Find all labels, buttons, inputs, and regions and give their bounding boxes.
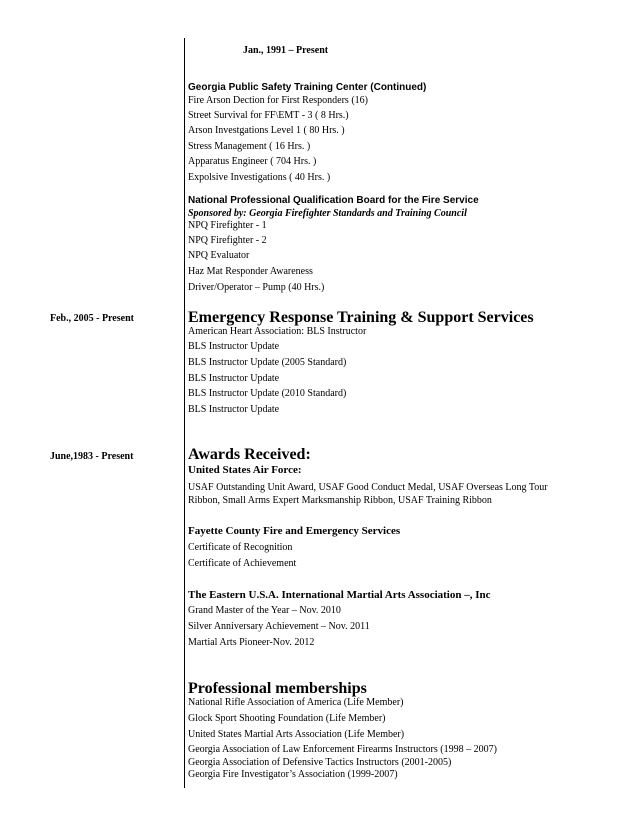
membership-item: United States Martial Arts Association (Life Member) bbox=[188, 729, 405, 740]
gpstc-item: Stress Management ( 16 Hrs. ) bbox=[188, 141, 311, 152]
fayette-heading: Fayette County Fire and Emergency Services bbox=[188, 525, 401, 537]
usaf-heading: United States Air Force: bbox=[188, 464, 302, 476]
ertss-item: American Heart Association: BLS Instructor bbox=[188, 326, 367, 337]
membership-item: National Rifle Association of America (Life Member) bbox=[188, 697, 404, 708]
gpstc-item: Fire Arson Dection for First Responders (16) bbox=[188, 95, 368, 106]
membership-item: Glock Sport Shooting Foundation (Life Member) bbox=[188, 713, 386, 724]
fayette-item: Certificate of Recognition bbox=[188, 542, 293, 553]
martial-item: Silver Anniversary Achievement – Nov. 2011 bbox=[188, 621, 370, 632]
npqb-item: Haz Mat Responder Awareness bbox=[188, 266, 313, 277]
membership-item: Georgia Fire Investigator’s Association (1999-2007) bbox=[188, 769, 398, 780]
gpstc-item: Expolsive Investigations ( 40 Hrs. ) bbox=[188, 172, 331, 183]
ertss-item: BLS Instructor Update bbox=[188, 404, 280, 415]
npqb-item: NPQ Firefighter - 2 bbox=[188, 235, 267, 246]
gpstc-heading: Georgia Public Safety Training Center (Continued) bbox=[188, 82, 427, 93]
ertss-item: BLS Instructor Update bbox=[188, 341, 280, 352]
martial-heading: The Eastern U.S.A. International Martial Arts Association –, Inc bbox=[188, 589, 491, 601]
column-divider bbox=[184, 38, 185, 788]
npqb-item: NPQ Evaluator bbox=[188, 250, 250, 261]
npqb-item: Driver/Operator – Pump (40 Hrs.) bbox=[188, 282, 325, 293]
fayette-item: Certificate of Achievement bbox=[188, 558, 297, 569]
ertss-date: Feb., 2005 - Present bbox=[50, 313, 134, 324]
martial-item: Martial Arts Pioneer-Nov. 2012 bbox=[188, 637, 315, 648]
npqb-heading: National Professional Qualification Board for the Fire Service bbox=[188, 195, 479, 206]
gpstc-item: Street Survival for FF\EMT - 3 ( 8 Hrs.) bbox=[188, 110, 349, 121]
ertss-item: BLS Instructor Update (2010 Standard) bbox=[188, 388, 347, 399]
gpstc-item: Apparatus Engineer ( 704 Hrs. ) bbox=[188, 156, 317, 167]
awards-heading: Awards Received: bbox=[188, 446, 311, 463]
ertss-heading: Emergency Response Training & Support Services bbox=[188, 309, 534, 326]
npqb-item: NPQ Firefighter - 1 bbox=[188, 220, 267, 231]
martial-item: Grand Master of the Year – Nov. 2010 bbox=[188, 605, 341, 616]
top-date: Jan., 1991 – Present bbox=[243, 45, 329, 56]
usaf-awards-text: USAF Outstanding Unit Award, USAF Good Conduct Medal, USAF Overseas Long Tour Ribbon, Small Arms Expert Marksmanship Ribbon, USAF Training Ribbon bbox=[188, 482, 548, 506]
npqb-subheading: Sponsored by: Georgia Firefighter Standards and Training Council bbox=[188, 208, 467, 219]
gpstc-item: Arson Investgations Level 1 ( 80 Hrs. ) bbox=[188, 125, 345, 136]
memberships-heading: Professional memberships bbox=[188, 680, 367, 697]
membership-item: Georgia Association of Law Enforcement Firearms Instructors (1998 – 2007) bbox=[188, 744, 497, 755]
membership-item: Georgia Association of Defensive Tactics Instructors (2001-2005) bbox=[188, 757, 452, 768]
awards-date: June,1983 - Present bbox=[50, 451, 134, 462]
ertss-item: BLS Instructor Update (2005 Standard) bbox=[188, 357, 347, 368]
ertss-item: BLS Instructor Update bbox=[188, 373, 280, 384]
